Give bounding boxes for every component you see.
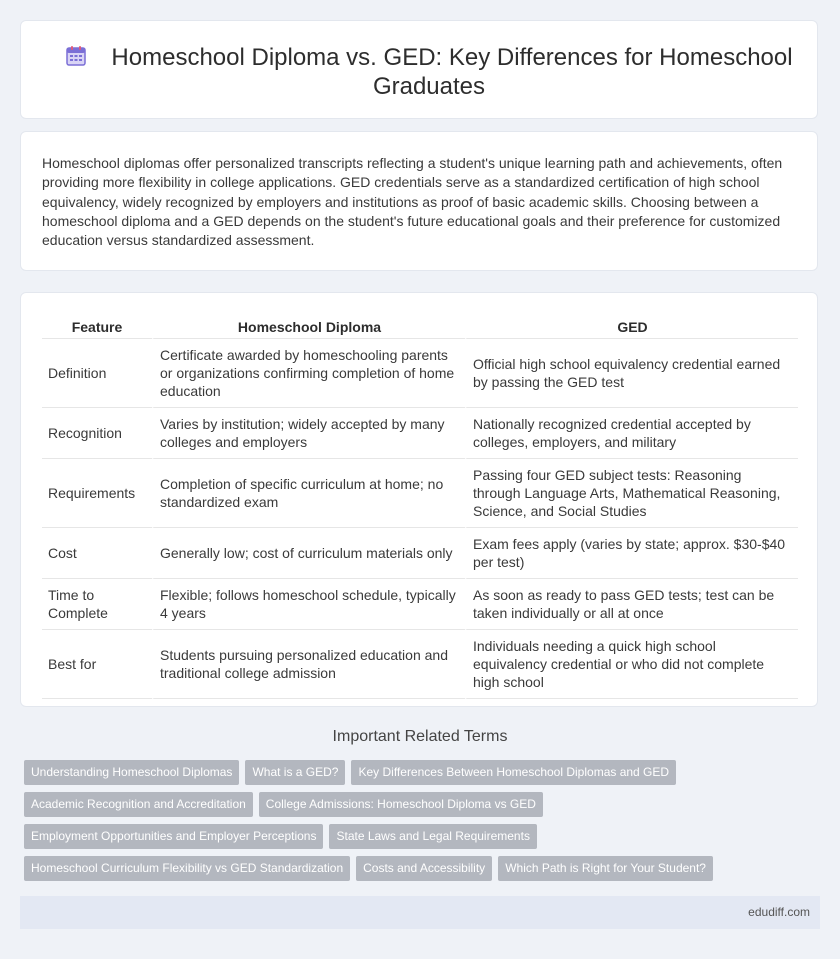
- row-homeschool-diploma: Students pursuing personalized education and traditional college admission: [152, 630, 465, 699]
- related-terms-title: Important Related Terms: [332, 728, 508, 745]
- related-term-tag[interactable]: What is a GED?: [245, 760, 345, 785]
- related-term-tag[interactable]: Costs and Accessibility: [356, 856, 492, 881]
- row-feature: Best for: [42, 630, 152, 699]
- row-ged: As soon as ready to pass GED tests; test can be taken individually or all at once: [465, 579, 798, 630]
- related-term-tag[interactable]: Understanding Homeschool Diplomas: [24, 760, 239, 785]
- row-feature: Cost: [42, 528, 152, 579]
- table-row: [42, 528, 798, 579]
- footer: [20, 896, 820, 929]
- intro-paragraph: Homeschool diplomas offer personalized transcripts reflecting a student's unique learning path and achievements, often providing more flexibility in college applications. GED credentials serve as a standardized certification of high school equivalency, widely recognized by employers and institutions as proof of basic academic skills. Choosing between a homeschool diploma and a GED depends on the student's future educational goals and their preference for customized education versus standardized assessment.: [42, 155, 783, 249]
- related-term-tag[interactable]: Employment Opportunities and Employer Perceptions: [24, 824, 323, 849]
- row-homeschool-diploma: Flexible; follows homeschool schedule, typically 4 years: [152, 579, 465, 630]
- table-header-row: [42, 315, 798, 339]
- related-term-tag[interactable]: College Admissions: Homeschool Diploma vs GED: [259, 792, 543, 817]
- header-ged: GED: [465, 315, 798, 339]
- related-term-tag[interactable]: State Laws and Legal Requirements: [329, 824, 536, 849]
- row-homeschool-diploma: Completion of specific curriculum at home; no standardized exam: [152, 459, 465, 528]
- related-term-tag[interactable]: Which Path is Right for Your Student?: [498, 856, 713, 881]
- tag-row: [24, 792, 824, 824]
- row-homeschool-diploma: Certificate awarded by homeschooling parents or organizations confirming completion of home education: [152, 339, 465, 408]
- header-feature: Feature: [42, 315, 152, 339]
- row-ged: Exam fees apply (varies by state; approx. $30-$40 per test): [465, 528, 798, 579]
- row-homeschool-diploma: Generally low; cost of curriculum materials only: [152, 528, 465, 579]
- comparison-table: [42, 315, 798, 699]
- row-feature: Time to Complete: [42, 579, 152, 630]
- table-row: [42, 630, 798, 699]
- row-ged: Passing four GED subject tests: Reasoning through Language Arts, Mathematical Reasoning, Science, and Social Studies: [465, 459, 798, 528]
- tag-row: [24, 856, 824, 888]
- related-terms-list: [24, 760, 824, 888]
- row-ged: Individuals needing a quick high school equivalency credential or who did not complete high school: [465, 630, 798, 699]
- row-ged: Nationally recognized credential accepted by colleges, employers, and military: [465, 408, 798, 459]
- tag-row: [24, 760, 824, 792]
- intro-card: [20, 131, 818, 271]
- footer-site-link[interactable]: edudiff.com: [748, 905, 810, 919]
- row-ged: Official high school equivalency credential earned by passing the GED test: [465, 339, 798, 408]
- row-feature: Requirements: [42, 459, 152, 528]
- row-homeschool-diploma: Varies by institution; widely accepted by many colleges and employers: [152, 408, 465, 459]
- header-homeschool-diploma: Homeschool Diploma: [152, 315, 465, 339]
- table-row: [42, 459, 798, 528]
- page-title: [61, 43, 797, 101]
- calendar-icon: [65, 45, 87, 67]
- page-title-text: Homeschool Diploma vs. GED: Key Differences for Homeschool Graduates: [111, 44, 793, 100]
- table-row: [42, 408, 798, 459]
- table-row: [42, 579, 798, 630]
- table-row: [42, 339, 798, 408]
- row-feature: Definition: [42, 339, 152, 408]
- comparison-card: [20, 292, 818, 707]
- related-term-tag[interactable]: Key Differences Between Homeschool Diplomas and GED: [351, 760, 676, 785]
- title-card: [20, 20, 818, 119]
- row-feature: Recognition: [42, 408, 152, 459]
- related-term-tag[interactable]: Homeschool Curriculum Flexibility vs GED Standardization: [24, 856, 350, 881]
- related-term-tag[interactable]: Academic Recognition and Accreditation: [24, 792, 253, 817]
- tag-row: [24, 824, 824, 856]
